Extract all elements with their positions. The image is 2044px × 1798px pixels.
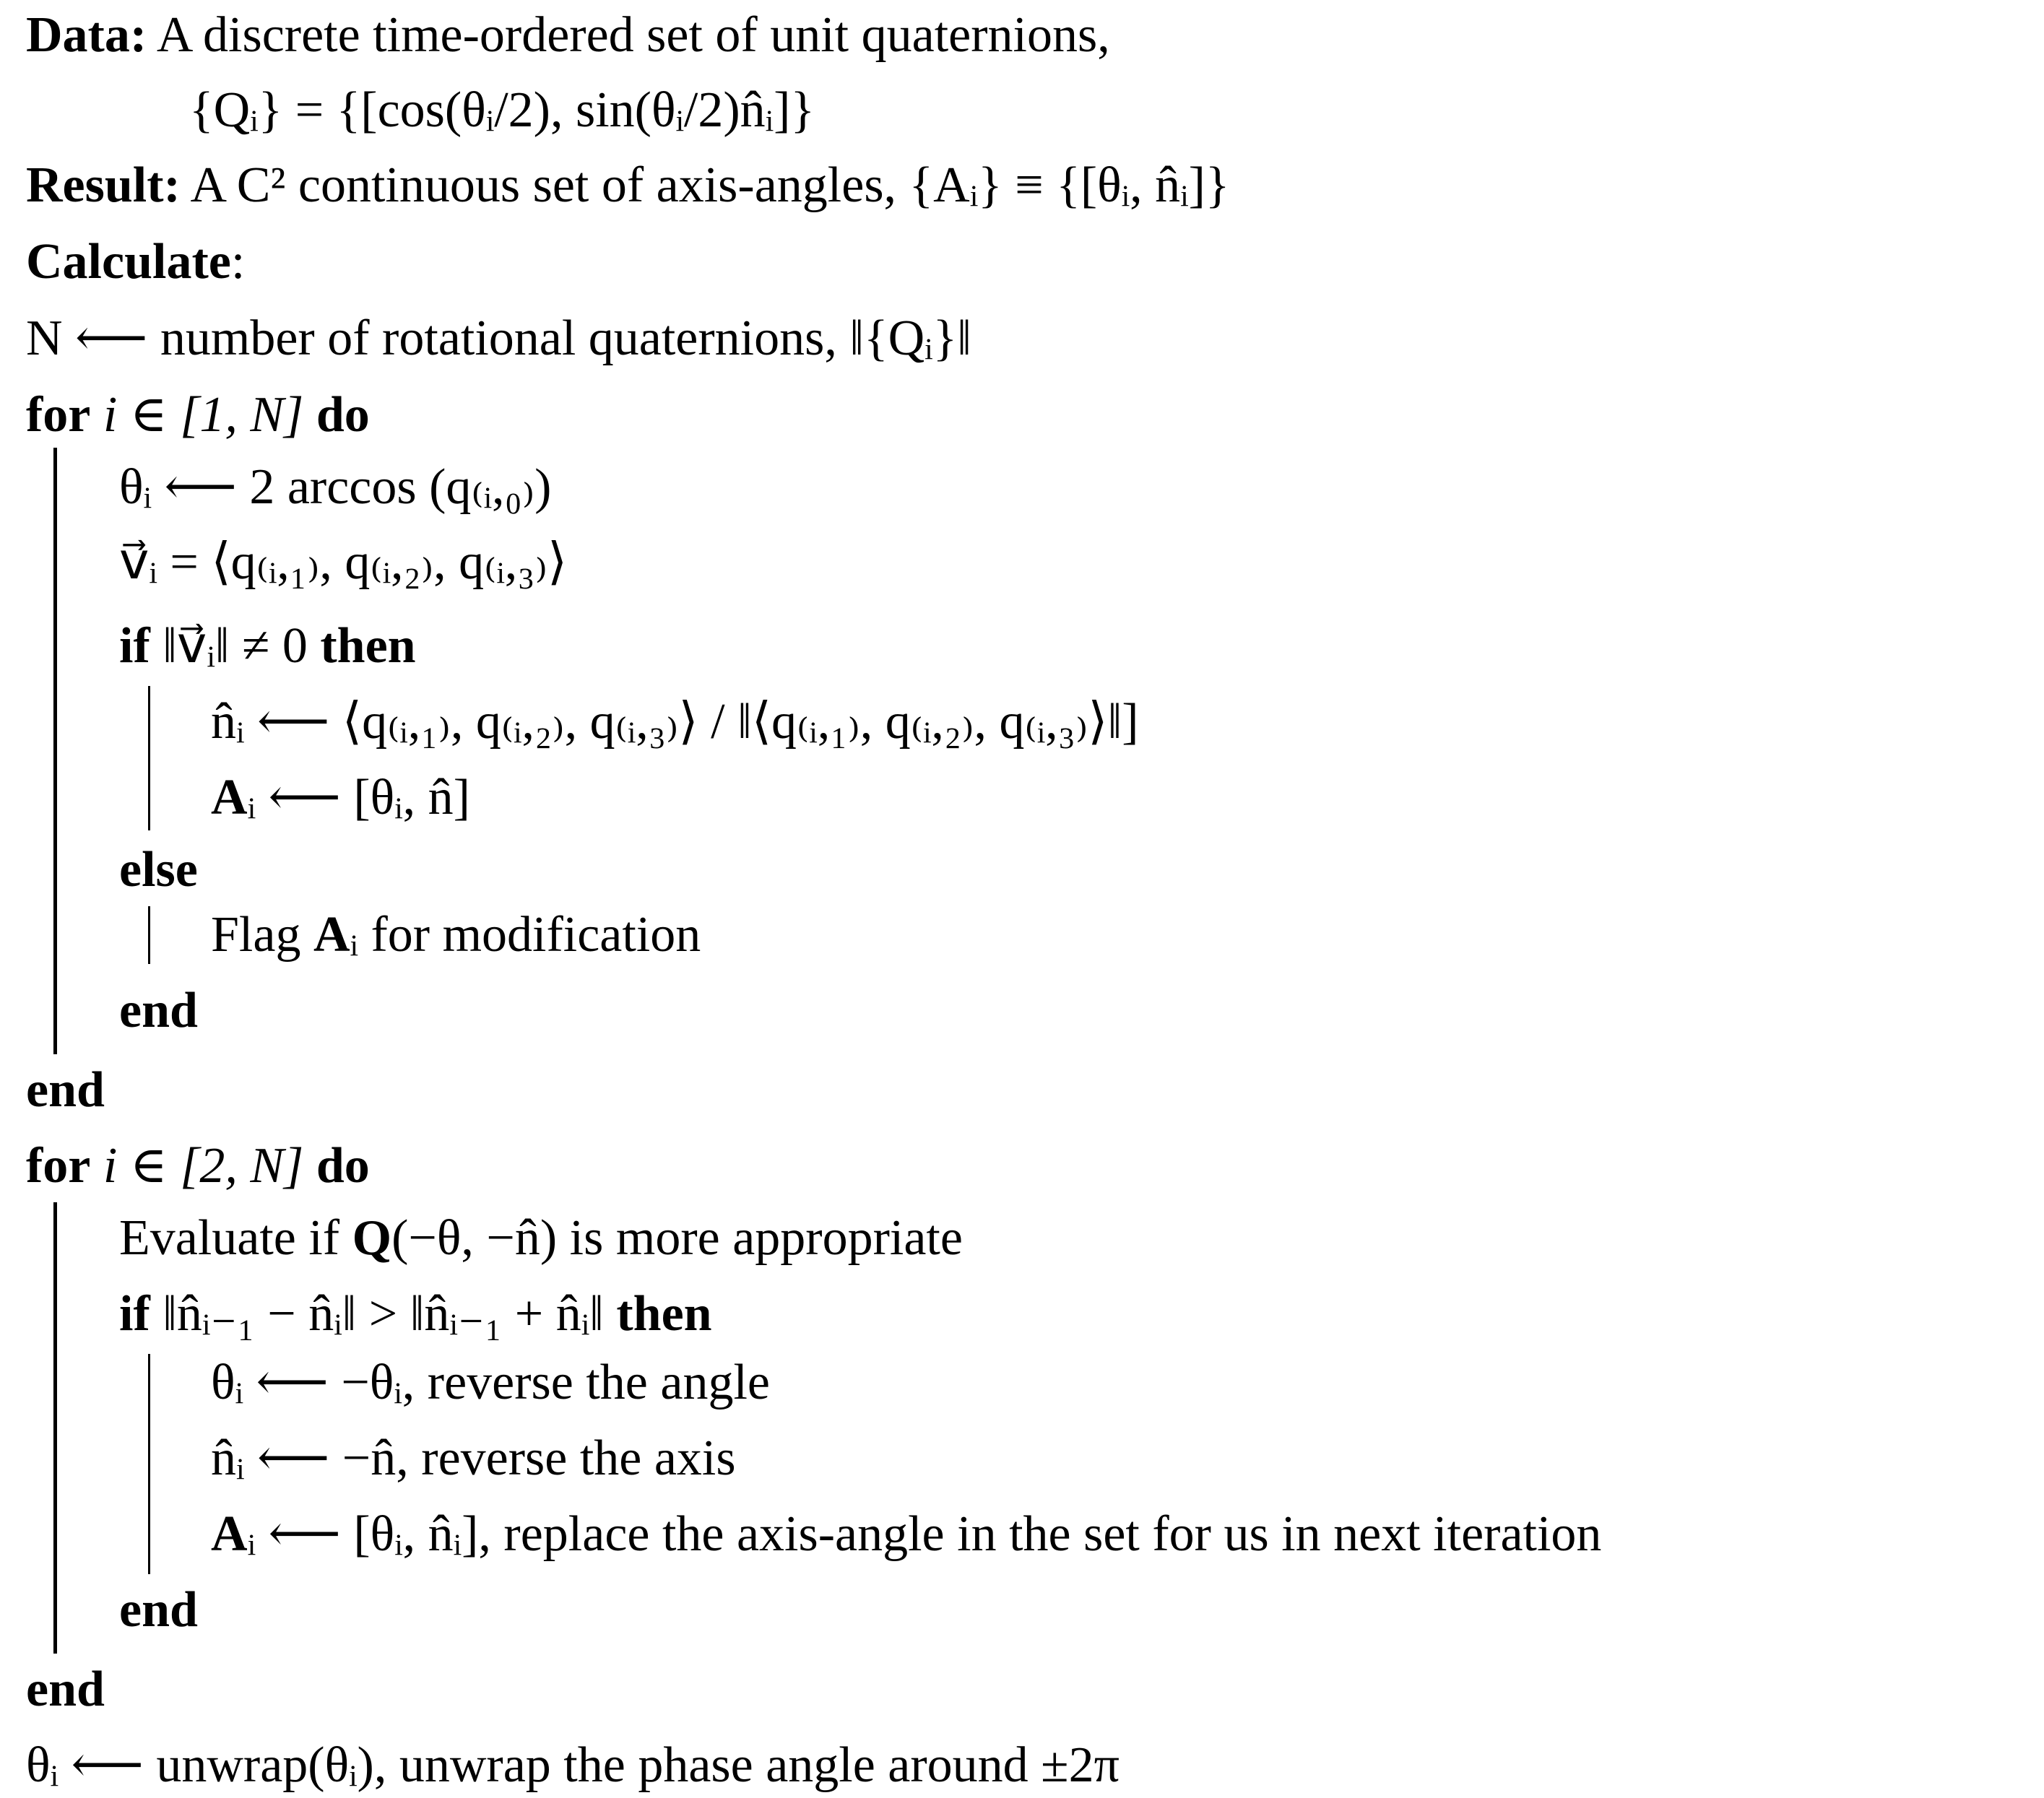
for-keyword: for bbox=[26, 1138, 91, 1194]
evaluate-pre: Evaluate if bbox=[119, 1210, 352, 1266]
data-formula: {Qᵢ} = {[cos(θᵢ/2), sin(θᵢ/2)n̂ᵢ]} bbox=[189, 82, 815, 138]
a-symbol: A bbox=[313, 907, 350, 963]
end-for-2 bbox=[26, 1657, 105, 1722]
calculate-label: Calculate bbox=[26, 234, 231, 290]
then-keyword: then bbox=[320, 618, 416, 674]
replace-text: ᵢ ⟵ [θᵢ, n̂ᵢ], replace the axis-angle in the set for us in next iteration bbox=[247, 1506, 1602, 1562]
reverse-angle: θᵢ ⟵ −θᵢ, reverse the angle bbox=[211, 1355, 770, 1410]
end-label: end bbox=[26, 1062, 105, 1118]
if-condition: ‖n̂ᵢ₋₁ − n̂ᵢ‖ > ‖n̂ᵢ₋₁ + n̂ᵢ‖ bbox=[150, 1286, 617, 1342]
v-assignment: v⃗ᵢ = ⟨q₍ᵢ,₁₎, q₍ᵢ,₂₎, q₍ᵢ,₃₎⟩ bbox=[119, 534, 568, 590]
end-label: end bbox=[119, 1582, 198, 1638]
theta-assignment: θᵢ ⟵ 2 arccos (q₍ᵢ,₀₎) bbox=[119, 459, 552, 515]
for-keyword: for bbox=[26, 387, 91, 443]
a-assignment-text: ᵢ ⟵ [θᵢ, n̂] bbox=[247, 770, 470, 825]
end-label: end bbox=[26, 1662, 105, 1717]
n-assignment: N ⟵ number of rotational quaternions, ‖{Qᵢ}‖ bbox=[26, 310, 971, 366]
a-symbol: A bbox=[211, 1506, 248, 1562]
end-if-1 bbox=[119, 978, 198, 1043]
if-keyword: if bbox=[119, 1286, 150, 1342]
unwrap-line: θᵢ ⟵ unwrap(θᵢ), unwrap the phase angle around ±2π bbox=[26, 1737, 1120, 1793]
a-assignment-1 bbox=[211, 765, 470, 830]
n-hat-assignment: n̂ᵢ ⟵ ⟨q₍ᵢ,₁₎, q₍ᵢ,₂₎, q₍ᵢ,₃₎⟩ / ‖⟨q₍ᵢ,₁₎, q₍ᵢ,₂₎, q₍ᵢ,₃₎⟩‖] bbox=[211, 694, 1139, 750]
then-keyword: then bbox=[616, 1286, 712, 1342]
flag-line bbox=[211, 903, 701, 968]
result-line bbox=[26, 153, 1229, 218]
replace-line bbox=[211, 1502, 1601, 1567]
else-label: else bbox=[119, 842, 198, 898]
if-2-header bbox=[119, 1282, 712, 1347]
q-symbol: Q bbox=[352, 1210, 392, 1266]
evaluate-text: (−θ, −n̂) is more appropriate bbox=[391, 1210, 963, 1266]
data-label: Data: bbox=[26, 7, 147, 63]
do-keyword: do bbox=[316, 387, 370, 443]
data-line bbox=[26, 3, 1110, 68]
if-1-block-rule bbox=[148, 686, 150, 830]
calculate-colon: : bbox=[230, 234, 246, 290]
flag-pre: Flag bbox=[211, 907, 313, 963]
else-keyword bbox=[119, 838, 198, 903]
if-condition: ‖v⃗ᵢ‖ ≠ 0 bbox=[150, 618, 321, 674]
calculate-line bbox=[26, 230, 245, 295]
flag-text: ᵢ for modification bbox=[350, 907, 701, 963]
do-keyword: do bbox=[316, 1138, 370, 1194]
reverse-axis: n̂ᵢ ⟵ −n̂, reverse the axis bbox=[211, 1430, 736, 1486]
result-label: Result: bbox=[26, 157, 181, 213]
for-loop-2-header bbox=[26, 1134, 370, 1199]
for-loop-2-block-rule bbox=[53, 1202, 57, 1654]
for-range: i ∈ [1, N] bbox=[90, 387, 316, 443]
result-text: A C² continuous set of axis-angles, {Aᵢ} ≡ {[θᵢ, n̂ᵢ]} bbox=[190, 157, 1230, 213]
end-label: end bbox=[119, 983, 198, 1038]
data-text: A discrete time-ordered set of unit quaternions, bbox=[156, 7, 1110, 63]
if-2-block-rule bbox=[148, 1354, 150, 1574]
if-keyword: if bbox=[119, 618, 150, 674]
if-1-header bbox=[119, 614, 416, 679]
evaluate-line bbox=[119, 1206, 963, 1271]
end-for-1 bbox=[26, 1058, 105, 1123]
for-loop-1-header bbox=[26, 383, 370, 448]
else-block-rule bbox=[148, 906, 150, 964]
for-loop-1-block-rule bbox=[53, 448, 57, 1054]
end-if-2 bbox=[119, 1578, 198, 1643]
for-range: i ∈ [2, N] bbox=[90, 1138, 316, 1194]
a-symbol: A bbox=[211, 770, 248, 825]
